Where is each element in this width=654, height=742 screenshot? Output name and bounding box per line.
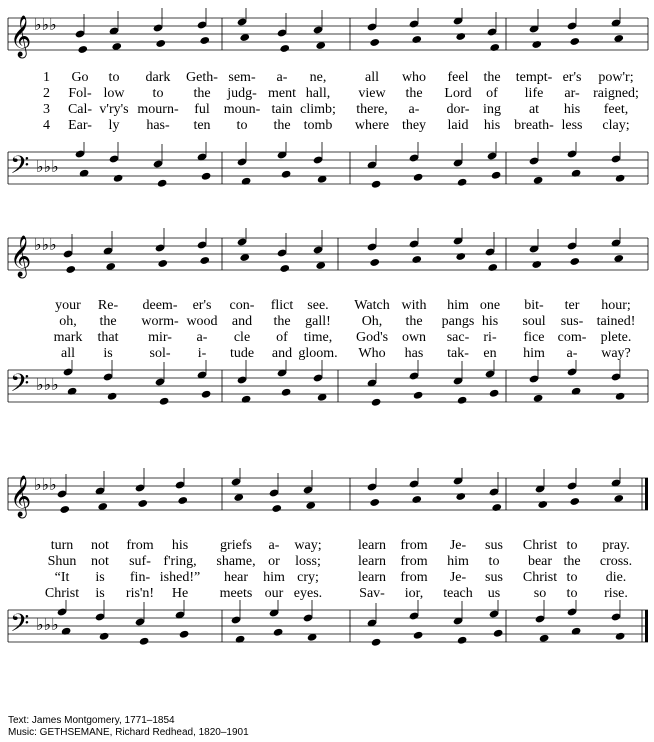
lyric-syllable: the xyxy=(405,314,423,329)
lyric-syllable: ten xyxy=(193,118,211,133)
lyric-syllable: ly xyxy=(108,118,120,133)
lyric-syllable: suf- xyxy=(129,554,151,569)
lyric-syllable: ful xyxy=(194,102,210,117)
notehead xyxy=(489,389,500,398)
lyric-syllable: sus xyxy=(485,570,503,585)
notehead xyxy=(281,170,292,179)
bass-clef-icon: 𝄢 xyxy=(10,609,30,644)
lyric-syllable: dor- xyxy=(446,102,470,117)
flat-key-signature: ♭♭♭ xyxy=(34,15,57,34)
notehead xyxy=(533,394,544,403)
lyric-syllable: Watch xyxy=(354,298,390,313)
lyric-syllable: climb; xyxy=(300,102,336,117)
lyric-syllable: to xyxy=(152,86,164,101)
lyric-syllable: sem- xyxy=(228,70,256,85)
lyric-syllable: feel xyxy=(447,70,469,85)
lyric-syllable: is xyxy=(95,586,105,601)
notehead xyxy=(179,630,190,639)
lyric-syllable: com- xyxy=(557,330,587,345)
lyric-syllable: see. xyxy=(307,298,329,313)
lyric-syllable: his xyxy=(481,314,499,329)
lyric-syllable: breath- xyxy=(514,118,554,133)
treble-notes-3 xyxy=(57,468,624,514)
lyric-syllable: shame, xyxy=(216,554,256,569)
notehead xyxy=(113,174,124,183)
flat-key-signature: ♭♭♭ xyxy=(34,475,57,494)
notehead xyxy=(493,629,504,638)
notehead xyxy=(273,628,284,637)
lyric-syllable: the xyxy=(563,554,581,569)
notehead xyxy=(569,37,580,46)
lyric-syllable: pow'r; xyxy=(598,70,634,85)
lyric-syllable: Sav- xyxy=(359,586,385,601)
lyric-syllable: or xyxy=(268,554,280,569)
lyric-syllable: us xyxy=(487,586,501,601)
notehead xyxy=(137,499,148,508)
treble-clef-icon: 𝄞 xyxy=(10,16,32,57)
lyric-syllable: rise. xyxy=(604,586,628,601)
notehead xyxy=(199,36,210,45)
lyric-syllable: from xyxy=(400,554,428,569)
notehead xyxy=(455,32,466,41)
lyric-syllable: one xyxy=(479,298,501,313)
lyric-syllable: less xyxy=(561,118,583,133)
bass-staff-1 xyxy=(0,142,654,212)
lyric-syllable: loss; xyxy=(295,554,321,569)
lyric-syllable: raigned; xyxy=(593,86,639,101)
lyric-syllable: him xyxy=(447,298,469,313)
lyric-syllable: pray. xyxy=(602,538,630,553)
lyric-syllable: from xyxy=(400,538,428,553)
lyric-syllable: sus xyxy=(485,538,503,553)
lyric-syllable: mourn- xyxy=(137,102,179,117)
notehead xyxy=(369,498,380,507)
notehead xyxy=(241,177,252,186)
flat-key-signature: ♭♭♭ xyxy=(36,615,59,634)
lyric-syllable: tained! xyxy=(596,314,636,329)
lyric-syllable: from xyxy=(400,570,428,585)
treble-notes-2 xyxy=(63,228,624,274)
lyric-syllable: the xyxy=(193,86,211,101)
lyric-syllable: flict xyxy=(270,298,294,313)
notehead xyxy=(279,44,290,53)
lyric-syllable: pangs xyxy=(441,314,475,329)
lyric-syllable: en xyxy=(483,346,497,361)
lyric-syllable: to xyxy=(108,70,120,85)
lyric-syllable: not xyxy=(91,538,109,553)
flat-key-signature: ♭♭♭ xyxy=(34,235,57,254)
lyric-syllable: feet, xyxy=(603,102,629,117)
lyric-syllable: way? xyxy=(601,346,631,361)
lyric-syllable: laid xyxy=(447,118,469,133)
credits xyxy=(8,715,249,739)
lyric-syllable: oh, xyxy=(59,314,77,329)
lyric-syllable: bear xyxy=(527,554,553,569)
treble-staff-2 xyxy=(0,228,654,298)
lyric-syllable: He xyxy=(171,586,189,601)
notehead xyxy=(615,392,626,401)
lyric-syllable: our xyxy=(264,586,284,601)
lyric-syllable: er's xyxy=(562,70,582,85)
lyric-syllable: gloom. xyxy=(298,346,338,361)
notehead xyxy=(455,492,466,501)
lyric-syllable: Who xyxy=(358,346,386,361)
lyric-syllable: a- xyxy=(196,330,208,345)
lyric-syllable: cross. xyxy=(599,554,633,569)
lyric-syllable: and xyxy=(271,346,293,361)
lyric-syllable: the xyxy=(273,314,291,329)
lyric-syllable: die. xyxy=(605,570,627,585)
notehead xyxy=(371,398,382,407)
notehead xyxy=(139,637,150,646)
notehead xyxy=(489,43,500,52)
notehead xyxy=(369,258,380,267)
notehead xyxy=(457,396,468,405)
lyric-syllable: the xyxy=(483,70,501,85)
lyric-syllable: all xyxy=(61,346,75,361)
lyric-syllable: at xyxy=(528,102,540,117)
lyric-syllable: ter xyxy=(564,298,580,313)
music-credit: Music: GETHSEMANE, Richard Redhead, 1820–1901 xyxy=(8,727,249,738)
lyric-syllable: Geth- xyxy=(186,70,218,85)
lyric-syllable: Christ xyxy=(44,586,80,601)
lyric-syllable: from xyxy=(126,538,154,553)
notehead xyxy=(201,390,212,399)
lyric-syllable: gall! xyxy=(305,314,331,329)
lyric-syllable: is xyxy=(95,570,105,585)
lyric-syllable: soul xyxy=(522,314,546,329)
notehead xyxy=(615,632,626,641)
lyric-syllable: him xyxy=(447,554,469,569)
lyric-syllable: sus- xyxy=(560,314,584,329)
notehead xyxy=(533,176,544,185)
notehead xyxy=(413,173,424,182)
lyric-syllable: to xyxy=(236,118,248,133)
lyric-syllable: there, xyxy=(356,102,388,117)
lyric-syllable: him xyxy=(263,570,285,585)
lyric-syllable: his xyxy=(483,118,501,133)
lyric-syllable: Cal- xyxy=(67,102,93,117)
lyric-syllable: Fol- xyxy=(68,86,92,101)
notehead xyxy=(487,263,498,272)
verse-number: 4 xyxy=(43,118,50,133)
notehead xyxy=(59,505,70,514)
lyric-syllable: Lord xyxy=(444,86,472,101)
notehead xyxy=(159,397,170,406)
lyric-syllable: God's xyxy=(355,330,389,345)
lyric-syllable: ne, xyxy=(309,70,327,85)
lyric-syllable: ment xyxy=(268,86,296,101)
lyric-syllable: tak- xyxy=(447,346,469,361)
verse-number: 2 xyxy=(43,86,50,101)
lyric-syllable: ar- xyxy=(564,86,580,101)
lyric-syllable: his xyxy=(171,538,189,553)
notehead xyxy=(371,180,382,189)
lyric-syllable: the xyxy=(273,118,291,133)
verse-number: 1 xyxy=(43,70,50,85)
lyric-syllable: ris'n! xyxy=(125,586,155,601)
lyric-syllable: hall, xyxy=(305,86,331,101)
lyric-syllable: eyes. xyxy=(293,586,323,601)
lyric-syllable: sol- xyxy=(149,346,171,361)
lyric-syllable: moun- xyxy=(223,102,261,117)
notehead xyxy=(65,265,76,274)
bass-staff-2 xyxy=(0,360,654,430)
flat-key-signature: ♭♭♭ xyxy=(36,375,59,394)
lyric-syllable: Ear- xyxy=(68,118,92,133)
notehead xyxy=(571,169,582,178)
lyric-syllable: learn xyxy=(358,570,386,585)
lyric-syllable: tude xyxy=(229,346,255,361)
lyric-syllable: a- xyxy=(268,538,280,553)
lyric-syllable: learn xyxy=(358,538,386,553)
lyric-syllable: not xyxy=(91,554,109,569)
lyric-syllable: “It xyxy=(54,570,70,585)
lyric-syllable: Christ xyxy=(522,570,558,585)
notehead xyxy=(371,638,382,647)
lyric-syllable: tempt- xyxy=(515,70,553,85)
notehead xyxy=(281,388,292,397)
lyric-syllable: ished!” xyxy=(159,570,201,585)
lyric-syllable: life xyxy=(524,86,544,101)
lyric-syllable: i- xyxy=(197,346,207,361)
lyric-syllable: Shun xyxy=(47,554,77,569)
lyric-syllable: of xyxy=(486,86,498,101)
notehead xyxy=(199,256,210,265)
notehead xyxy=(155,39,166,48)
notehead xyxy=(67,387,78,396)
lyric-syllable: mark xyxy=(53,330,83,345)
lyric-syllable: ior, xyxy=(404,586,424,601)
notehead xyxy=(491,503,502,512)
lyric-syllable: griefs xyxy=(220,538,252,553)
lyric-syllable: Je- xyxy=(449,538,467,553)
lyric-syllable: tain xyxy=(271,102,293,117)
notehead xyxy=(531,40,542,49)
lyric-syllable: a- xyxy=(408,102,420,117)
notehead xyxy=(77,45,88,54)
lyric-syllable: so xyxy=(533,586,547,601)
treble-staff-1 xyxy=(0,8,654,78)
notehead xyxy=(411,495,422,504)
lyric-syllable: cle xyxy=(233,330,251,345)
lyric-syllable: time, xyxy=(303,330,333,345)
lyric-syllable: to xyxy=(566,586,578,601)
notehead xyxy=(537,500,548,509)
lyric-syllable: v'ry's xyxy=(99,102,129,117)
lyric-syllable: they xyxy=(401,118,427,133)
lyric-syllable: ing xyxy=(483,102,501,117)
lyric-syllable: fin- xyxy=(129,570,151,585)
lyric-syllable: low xyxy=(103,86,125,101)
lyric-syllable: f'ring, xyxy=(163,554,197,569)
notehead xyxy=(413,391,424,400)
notehead xyxy=(177,496,188,505)
lyric-syllable: wood xyxy=(186,314,218,329)
lyric-syllable: fice xyxy=(523,330,545,345)
notehead xyxy=(201,172,212,181)
lyric-syllable: mir- xyxy=(148,330,172,345)
lyric-syllable: hour; xyxy=(601,298,631,313)
notehead xyxy=(369,38,380,47)
lyric-syllable: er's xyxy=(192,298,212,313)
notehead xyxy=(279,264,290,273)
lyric-syllable: who xyxy=(401,70,427,85)
lyric-syllable: his xyxy=(563,102,581,117)
treble-notes-1 xyxy=(75,8,624,54)
flat-key-signature: ♭♭♭ xyxy=(36,157,59,176)
lyric-syllable: dark xyxy=(145,70,171,85)
lyric-syllable: Go xyxy=(71,70,89,85)
lyric-syllable: has- xyxy=(146,118,170,133)
notehead xyxy=(241,395,252,404)
lyric-syllable: where xyxy=(354,118,390,133)
lyric-syllable: learn xyxy=(358,554,386,569)
bass-notes-3 xyxy=(57,600,626,647)
verse-number: 3 xyxy=(43,102,50,117)
bass-clef-icon: 𝄢 xyxy=(10,369,30,404)
lyric-syllable: own xyxy=(401,330,427,345)
lyric-syllable: worm- xyxy=(141,314,179,329)
notehead xyxy=(491,171,502,180)
bass-clef-icon: 𝄢 xyxy=(10,151,30,186)
lyric-syllable: sac- xyxy=(446,330,470,345)
notehead xyxy=(571,387,582,396)
notehead xyxy=(157,179,168,188)
lyric-syllable: to xyxy=(566,538,578,553)
lyric-syllable: the xyxy=(99,314,117,329)
lyric-syllable: way; xyxy=(294,538,322,553)
notehead xyxy=(569,257,580,266)
lyric-syllable: all xyxy=(365,70,379,85)
lyric-syllable: of xyxy=(276,330,288,345)
lyric-syllable: has xyxy=(404,346,424,361)
lyric-syllable: judg- xyxy=(227,86,257,101)
lyric-syllable: clay; xyxy=(602,118,630,133)
treble-clef-icon: 𝄞 xyxy=(10,236,32,277)
lyric-syllable: Christ xyxy=(522,538,558,553)
lyric-syllable: the xyxy=(405,86,423,101)
notehead xyxy=(569,497,580,506)
notehead xyxy=(411,35,422,44)
notehead xyxy=(235,635,246,644)
lyric-syllable: hear xyxy=(223,570,249,585)
notehead xyxy=(539,634,550,643)
notehead xyxy=(61,627,72,636)
bass-staff-3 xyxy=(0,600,654,670)
lyric-syllable: a- xyxy=(276,70,288,85)
lyric-syllable: is xyxy=(103,346,113,361)
lyric-syllable: meets xyxy=(219,586,253,601)
lyric-syllable: Re- xyxy=(97,298,119,313)
treble-staff-3 xyxy=(0,468,654,538)
lyric-syllable: a- xyxy=(566,346,578,361)
notehead xyxy=(271,504,282,513)
treble-clef-icon: 𝄞 xyxy=(10,476,32,517)
lyric-syllable: turn xyxy=(50,538,74,553)
notehead xyxy=(615,174,626,183)
notehead xyxy=(99,632,110,641)
lyric-syllable: that xyxy=(97,330,119,345)
text-credit: Text: James Montgomery, 1771–1854 xyxy=(8,715,175,726)
notehead xyxy=(457,178,468,187)
lyric-syllable: view xyxy=(358,86,386,101)
lyric-syllable: plete. xyxy=(600,330,632,345)
lyric-syllable: your xyxy=(55,298,81,313)
notehead xyxy=(79,169,90,178)
lyric-syllable: to xyxy=(566,570,578,585)
notehead xyxy=(157,259,168,268)
lyric-syllable: Oh, xyxy=(361,314,383,329)
notehead xyxy=(455,252,466,261)
lyric-syllable: him xyxy=(523,346,545,361)
lyric-syllable: cry; xyxy=(297,570,319,585)
lyric-syllable: to xyxy=(488,554,500,569)
notehead xyxy=(107,392,118,401)
lyric-syllable: bit- xyxy=(524,298,544,313)
lyric-syllable: and xyxy=(231,314,253,329)
lyric-syllable: con- xyxy=(229,298,255,313)
final-barline xyxy=(645,478,648,510)
lyric-syllable: deem- xyxy=(142,298,178,313)
notehead xyxy=(413,631,424,640)
notehead xyxy=(571,627,582,636)
final-barline xyxy=(645,610,648,642)
lyric-syllable: with xyxy=(401,298,427,313)
lyric-syllable: Je- xyxy=(449,570,467,585)
bass-notes-2 xyxy=(63,360,626,407)
lyric-syllable: tomb xyxy=(303,118,333,133)
lyric-syllable: ri- xyxy=(483,330,497,345)
notehead xyxy=(457,636,468,645)
lyric-syllable: teach xyxy=(443,586,473,601)
notehead xyxy=(531,260,542,269)
notehead xyxy=(411,255,422,264)
